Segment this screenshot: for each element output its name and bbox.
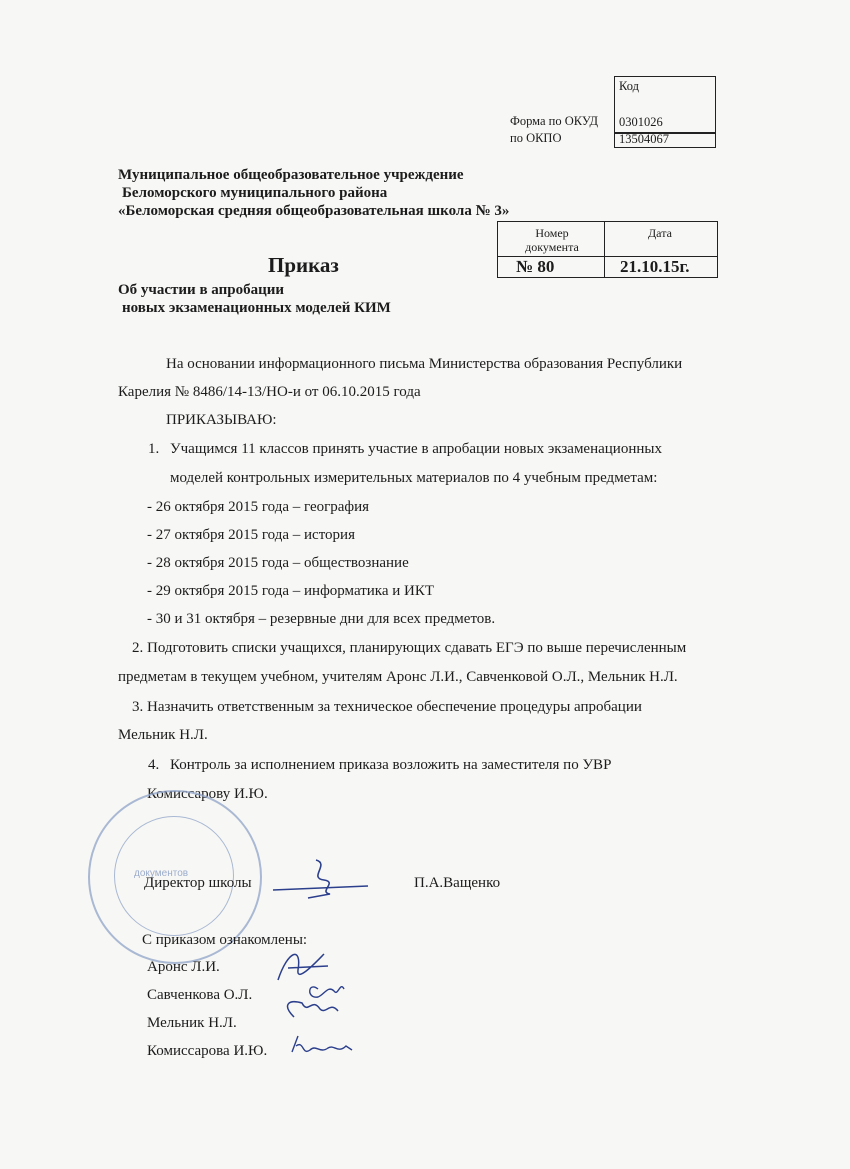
date-header: Дата [648,226,672,240]
okud-label: Форма по ОКУД [510,114,598,128]
page-title: Приказ [268,253,339,277]
org-line-2: Беломорского муниципального района [122,185,388,201]
code-header: Код [619,79,639,93]
item-3-line-2: Мельник Н.Л. [118,727,208,743]
acquainted-name-1: Аронс Л.И. [147,959,220,975]
okpo-value: 13504067 [619,132,669,146]
director-signature [268,850,378,910]
director-label: Директор школы [144,875,252,891]
okud-value: 0301026 [619,115,663,129]
item-2-line-1: 2. Подготовить списки учащихся, планирующих сдавать ЕГЭ по выше перечисленным [132,640,687,656]
date-line-3: - 28 октября 2015 года – обществознание [147,555,409,571]
signature-komissarova [288,1032,358,1062]
basis-line-2: Карелия № 8486/14-13/НО-и от 06.10.2015 года [118,384,421,400]
director-name: П.А.Ващенко [414,875,501,891]
item-4-number: 4. [148,757,160,773]
stamp-text: документов [134,868,189,879]
num-header: Номер документа [525,226,579,254]
acquainted-label: С приказом ознакомлены: [142,932,308,948]
okpo-label: по ОКПО [510,131,562,145]
num-value: № 80 [516,257,555,276]
order-word: ПРИКАЗЫВАЮ: [166,412,277,428]
date-value: 21.10.15г. [620,257,690,276]
subject-line-1: Об участии в апробации [118,282,285,298]
item-1-line-1: Учащимся 11 классов принять участие в апробации новых экзаменационных [170,441,662,457]
signature-savchenkova [268,975,358,1035]
acquainted-name-3: Мельник Н.Л. [147,1015,237,1031]
item-4-line-1: Контроль за исполнением приказа возложить на заместителя по УВР [170,757,612,773]
basis-line-1: На основании информационного письма Министерства образования Республики [166,356,683,372]
item-1-line-2: моделей контрольных измерительных материалов по 4 учебным предметам: [170,470,658,486]
org-line-1: Муниципальное общеобразовательное учреждение [118,167,464,183]
org-line-3: «Беломорская средняя общеобразовательная школа № 3» [118,203,510,219]
item-3-line-1: 3. Назначить ответственным за техническое обеспечение процедуры апробации [132,699,642,715]
date-line-4: - 29 октября 2015 года – информатика и ИКТ [147,583,435,599]
okpo-code-box [614,132,716,148]
date-line-2: - 27 октября 2015 года – история [147,527,355,543]
subject-line-2: новых экзаменационных моделей КИМ [122,300,391,316]
document-number-table [497,221,718,278]
acquainted-name-2: Савченкова О.Л. [147,987,253,1003]
okud-code-box [614,76,716,134]
item-1-number: 1. [148,441,160,457]
date-line-5: - 30 и 31 октября – резервные дни для всех предметов. [147,611,496,627]
item-4-line-2: Комиссарову И.Ю. [147,786,268,802]
date-line-1: - 26 октября 2015 года – география [147,499,370,515]
item-2-line-2: предметам в текущем учебном, учителям Аронс Л.И., Савченковой О.Л., Мельник Н.Л. [118,669,678,685]
acquainted-name-4: Комиссарова И.Ю. [147,1043,268,1059]
